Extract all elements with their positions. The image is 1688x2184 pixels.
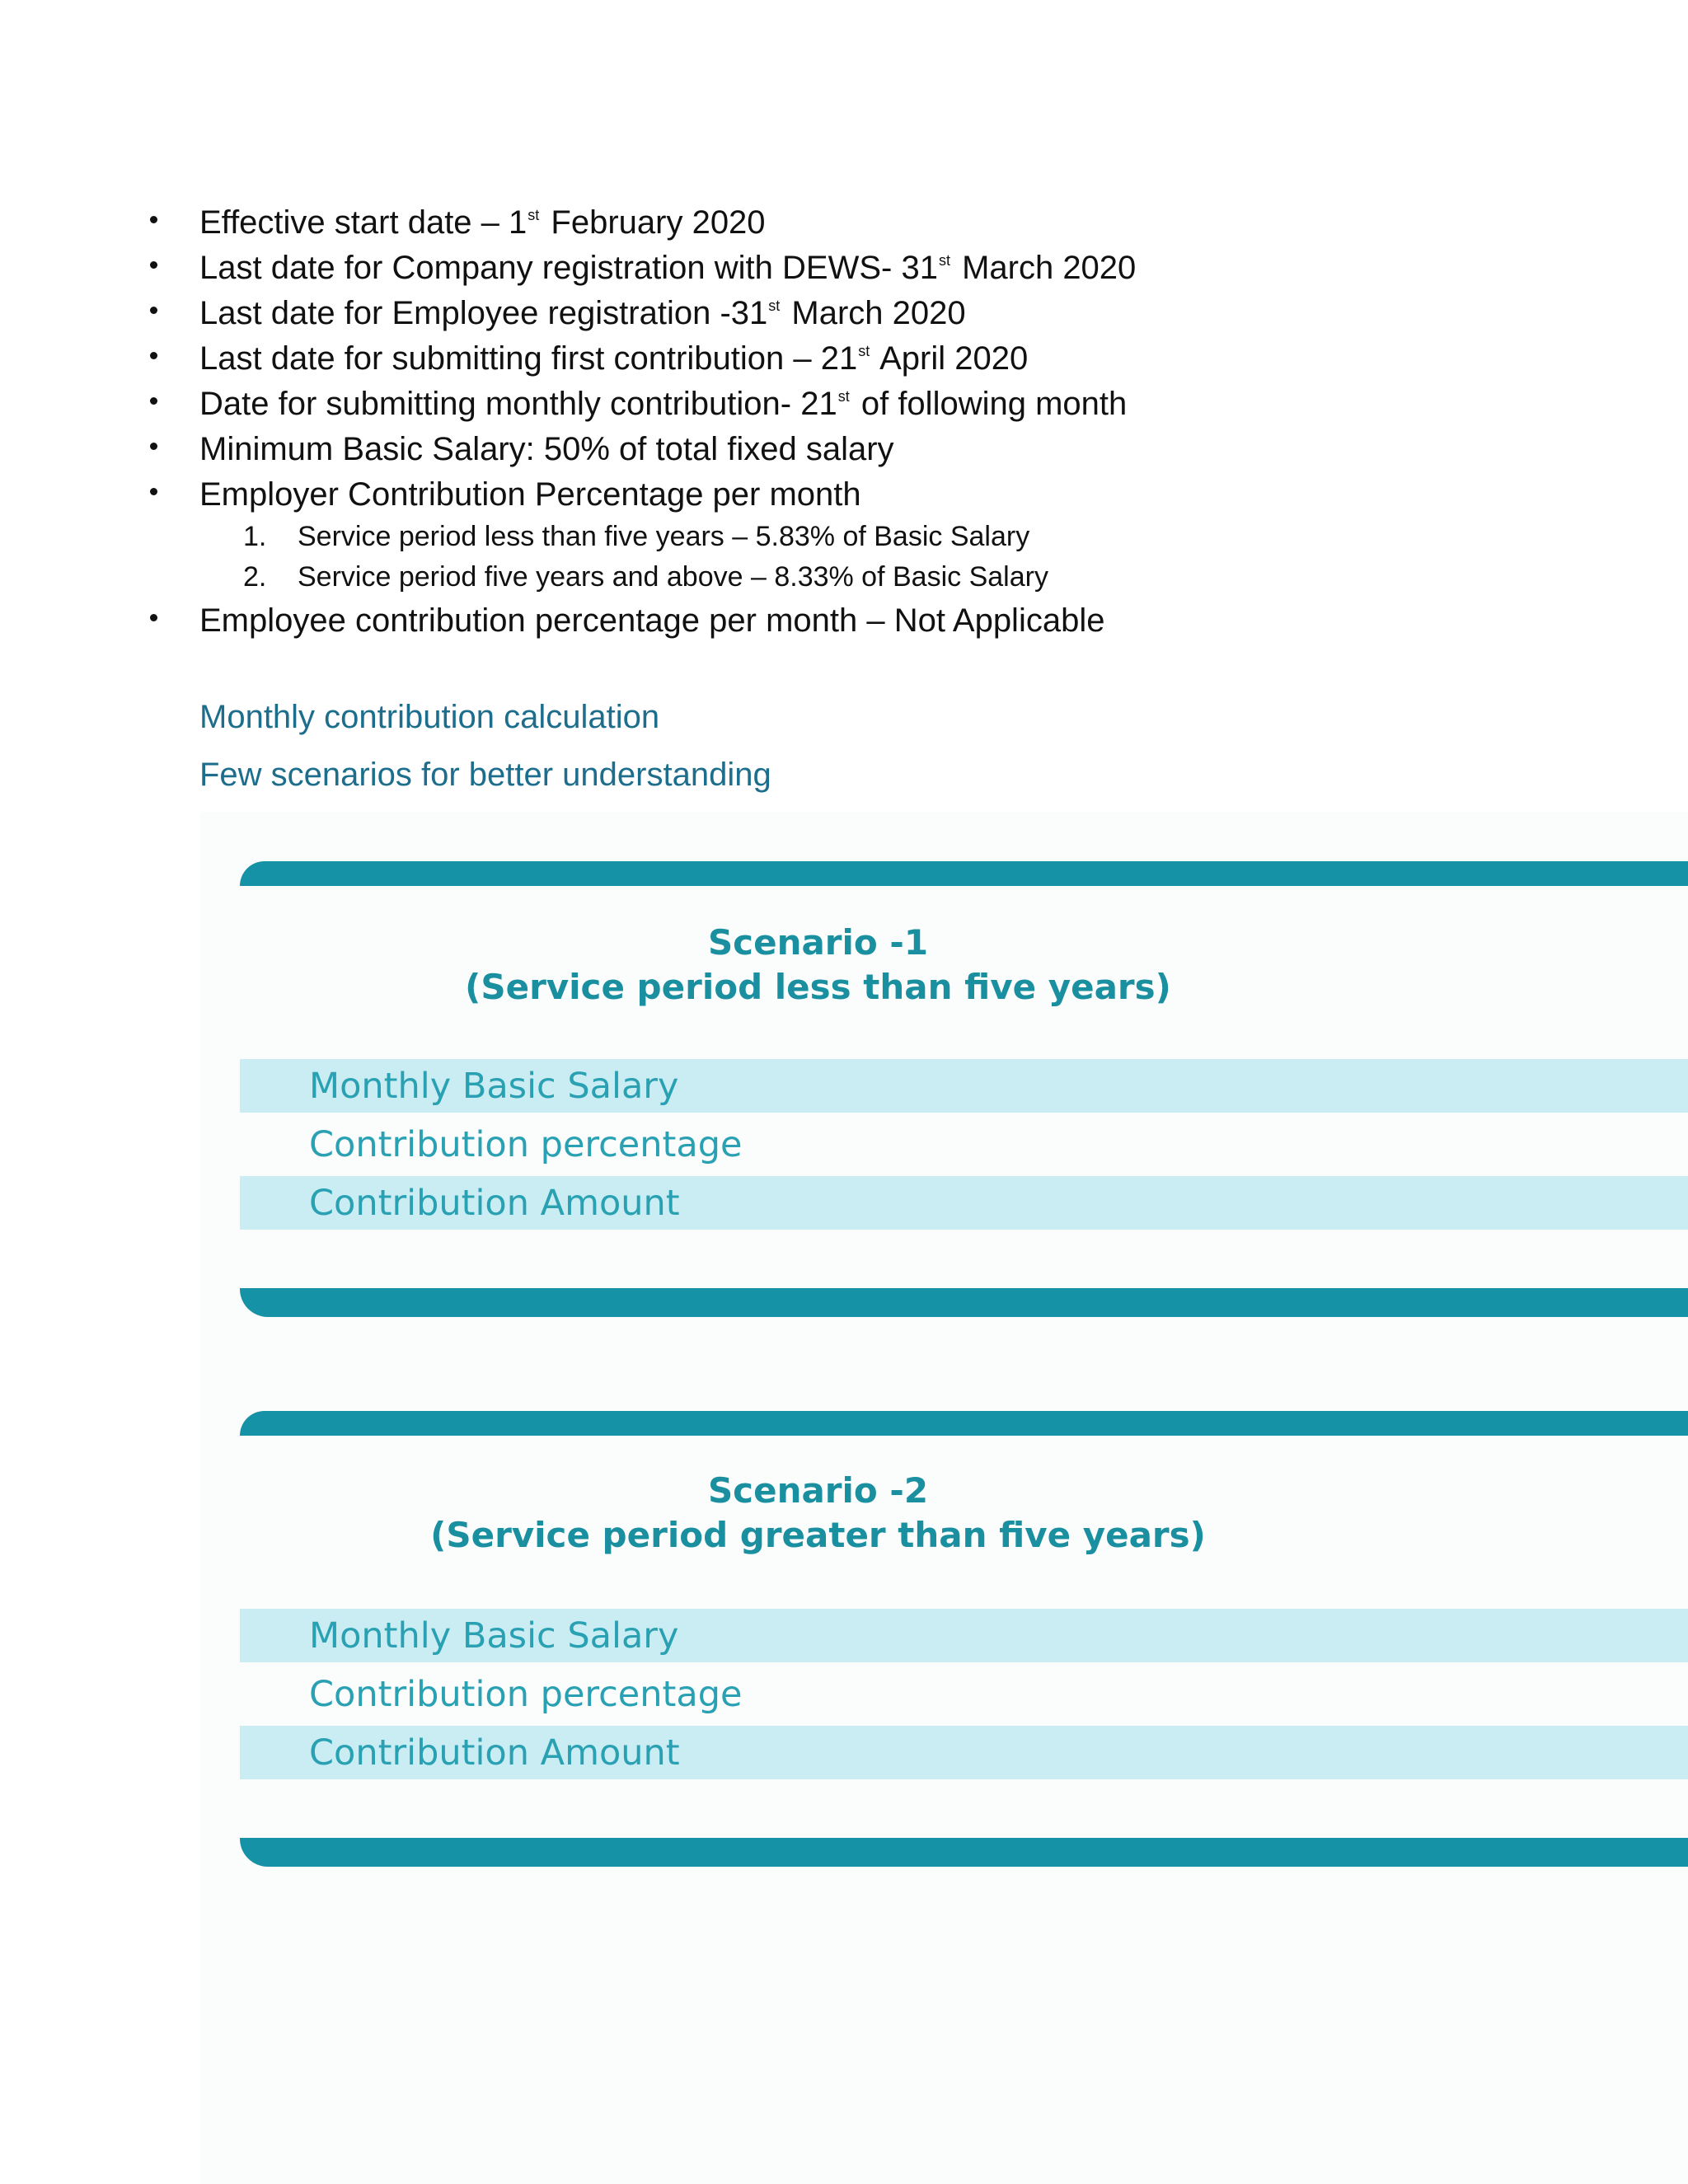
- table-row: [240, 1118, 1688, 1171]
- bullet-icon: [150, 352, 157, 359]
- list-item-text: Employer Contribution Percentage per month: [199, 476, 861, 513]
- row-label: Monthly Basic Salary: [309, 1615, 679, 1657]
- scenario-subtitle: (Service period greater than five years): [430, 1515, 1206, 1555]
- bullet-icon: [150, 443, 157, 450]
- list-item-text: Effective start date – 1st February 2020: [199, 204, 766, 241]
- table-row: [240, 1609, 1688, 1662]
- scenario-subtitle: (Service period less than five years): [465, 967, 1171, 1007]
- scenario-card-1: [240, 861, 1688, 1315]
- list-item-text: Minimum Basic Salary: 50% of total fixed salary: [199, 431, 894, 467]
- list-item-text: Last date for Company registration with DEWS- 31st March 2020: [199, 250, 1137, 286]
- bullet-icon: [150, 261, 157, 269]
- bullet-icon: [150, 614, 157, 621]
- row-label: Monthly Basic Salary: [309, 1066, 679, 1107]
- scenario-title: Scenario -2: [707, 1470, 929, 1511]
- card-bottom-bar: [240, 1838, 1688, 1867]
- list-item-text: Date for submitting monthly contribution- 21st of following month: [199, 386, 1128, 422]
- list-item-text: Last date for submitting first contribution – 21st April 2020: [199, 340, 1029, 377]
- table-row: [240, 1059, 1688, 1113]
- card-top-bar: [240, 861, 1688, 886]
- row-label: Contribution percentage: [309, 1124, 743, 1165]
- scenario-title: Scenario -1: [707, 922, 929, 963]
- sub-list-text: Service period less than five years – 5.83% of Basic Salary: [298, 521, 1030, 552]
- list-item-text: Employee contribution percentage per month – Not Applicable: [199, 602, 1105, 639]
- sub-list-number: 2.: [243, 561, 267, 593]
- section-heading-calculation: Monthly contribution calculation: [199, 699, 660, 735]
- bullet-icon: [150, 397, 157, 405]
- row-label: Contribution Amount: [309, 1183, 680, 1224]
- bullet-icon: [150, 488, 157, 495]
- row-label: Contribution percentage: [309, 1674, 743, 1715]
- table-row: [240, 1726, 1688, 1779]
- bullet-icon: [150, 216, 157, 223]
- card-bottom-bar: [240, 1288, 1688, 1317]
- bullet-icon: [150, 307, 157, 314]
- sub-list-number: 1.: [243, 521, 267, 552]
- list-item-text: Last date for Employee registration -31st March 2020: [199, 295, 966, 331]
- table-row: [240, 1176, 1688, 1230]
- row-label: Contribution Amount: [309, 1732, 680, 1774]
- section-heading-scenarios: Few scenarios for better understanding: [199, 757, 771, 793]
- scenario-card-2: [240, 1411, 1688, 1864]
- table-row: [240, 1667, 1688, 1721]
- card-top-bar: [240, 1411, 1688, 1436]
- sub-list-text: Service period five years and above – 8.33% of Basic Salary: [298, 561, 1048, 593]
- scenarios-infographic: [200, 812, 1688, 2184]
